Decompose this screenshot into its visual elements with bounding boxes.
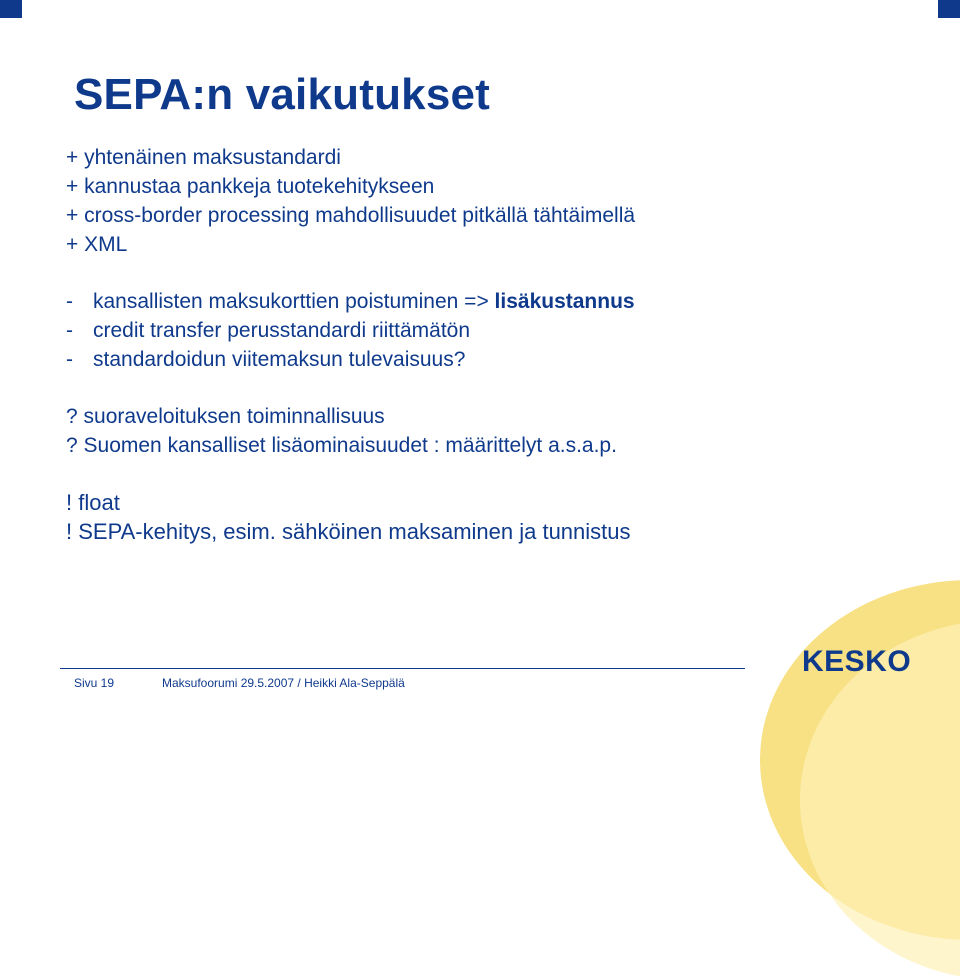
slide-title: SEPA:n vaikutukset	[74, 70, 491, 119]
dash-marker: -	[66, 348, 73, 371]
question-item: ? suoraveloituksen toiminnallisuus	[66, 405, 385, 428]
minus-item-text: credit transfer perusstandardi riittämätön	[93, 319, 471, 342]
dash-marker: -	[66, 290, 73, 313]
plus-item: + XML	[66, 233, 128, 256]
minus-item	[66, 316, 826, 345]
plus-item: + kannustaa pankkeja tuotekehitykseen	[66, 175, 435, 198]
plus-item: + cross-border processing mahdollisuudet pitkällä tähtäimellä	[66, 204, 636, 227]
minus-item	[66, 345, 826, 374]
dash-marker: -	[66, 319, 73, 342]
footer-page-number: Sivu 19	[74, 676, 115, 690]
footer-event-info: Maksufoorumi 29.5.2007 / Heikki Ala-Seppälä	[162, 676, 405, 690]
plus-item: + yhtenäinen maksustandardi	[66, 146, 341, 169]
question-item: ? Suomen kansalliset lisäominaisuudet : määrittelyt a.s.a.p.	[66, 434, 617, 457]
slide-content	[66, 143, 826, 546]
corner-decoration-right	[938, 0, 960, 18]
exclaim-item: ! SEPA-kehitys, esim. sähköinen maksaminen ja tunnistus	[66, 519, 631, 544]
exclaim-item: ! float	[66, 490, 120, 515]
kesko-logo: KESKO	[802, 645, 912, 678]
emphasis-text: lisäkustannus	[494, 290, 635, 313]
minus-item-text: kansallisten maksukorttien poistuminen =>	[93, 290, 495, 313]
minus-item	[66, 287, 826, 316]
minus-item-text: standardoidun viitemaksun tulevaisuus?	[93, 348, 466, 371]
corner-decoration-left	[0, 0, 22, 18]
footer-divider	[60, 668, 745, 669]
